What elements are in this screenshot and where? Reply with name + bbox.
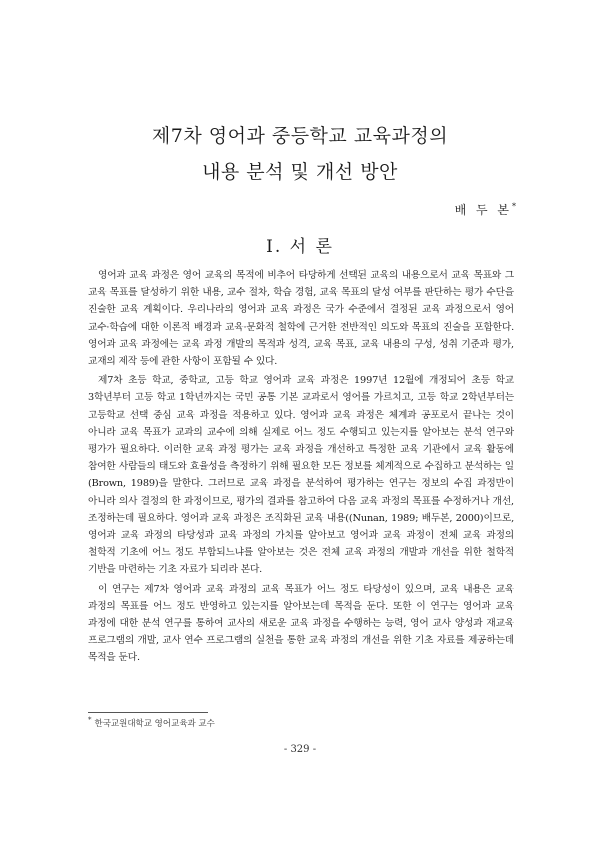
- body-text: [88, 267, 514, 669]
- title-line-1: 제7차 영어과 중등학교 교육과정의: [151, 125, 449, 147]
- footnote: [88, 716, 215, 729]
- footnote-text: 한국교원대학교 영어교육과 교수: [94, 718, 215, 729]
- paragraph: 이 연구는 제7차 영어과 교육 과정의 교육 목표가 어느 정도 타당성이 있으며, 교육 내용은 교육 과정의 목표를 어느 정도 반영하고 있는지를 알아보는데 목적을 둔다. 또한 이 연구는 영어과 교육 과정에 대한 분석 연구를 통하여 교사의 새로운 교육 과정을 수행하는 능력, 영어 교사 양성과 재교육 프로그램의 개발, 교사 연수 프로그램의 실천을 통한 교육 과정의 개선을 위한 기초 자료를 제공하는데 목적을 둔다.: [88, 583, 514, 664]
- page-number: - 329 -: [283, 744, 317, 755]
- section-heading: I. 서 론: [266, 237, 334, 257]
- paper-title: [0, 118, 600, 190]
- author-name: 배 두 본: [454, 203, 512, 217]
- title-line-2: 내용 분석 및 개선 방안: [202, 161, 398, 183]
- author-footnote-mark: *: [512, 202, 516, 211]
- footnote-divider: [88, 712, 208, 713]
- paragraph: 영어과 교육 과정은 영어 교육의 목적에 비추어 타당하게 선택된 교육의 내용으로서 교육 목표와 그 교육 목표를 달성하기 위한 내용, 교수 절차, 학습 경험, 교육 목표의 달성 여부를 판단하는 평가 수단을 진술한 교육 계획이다. 우리나라의 영어과 교육 과정은 국가 수준에서 결정된 교육 과정으로서 영어 교수·학습에 대한 이론적 배경과 교육·문화적 철학에 근거한 전반적인 의도와 목표의 진술을 포함한다. 영어과 교육 과정에는 교육 과정 개발의 목적과 성격, 교육 목표, 교육 내용의 구성, 성취 기준과 평가, 교재의 제작 등에 관한 사항이 포함될 수 있다.: [88, 270, 514, 368]
- footnote-mark: *: [88, 716, 92, 724]
- paragraph: 제7차 초등 학교, 중학교, 고등 학교 영어과 교육 과정은 1997년 12월에 개정되어 초등 학교 3학년부터 고등 학교 1학년까지는 국민 공통 기본 교과로서 영어를 가르치고, 고등 학교 2학년부터는 고등학교 선택 중심 교육 과정을 적용하고 있다. 영어과 교육 과정은 체계과 공포로서 끝나는 것이 아니라 교육 목표가 교과의 교수에 의해 실제로 어느 정도 수행되고 있는지를 알아보는 분석 연구와 평가가 필요하다. 이러한 교육 과정 평가는 교육 과정을 개선하고 특정한 교육 기관에서 교육 활동에 참여한 사람들의 태도와 효율성을 측정하기 위해 필요한 모든 정보를 체계적으로 수집하고 분석하는 일(Brown, 1989)을 말한다. 그러므로 교육 과정을 분석하여 평가하는 연구는 정보의 수집 과정만이 아니라 의사 결정의 한 과정이므로, 평가의 결과를 참고하여 다음 교육 과정의 목표를 수정하거나 개선, 조정하는데 필요하다. 영어과 교육 과정은 조직화된 교육 내용((Nunan, 1989; 배두본, 2000)이므로, 영어과 교육 과정의 타당성과 교육 과정의 가치를 알아보고 영어과 교육 과정이 전체 교육 과정의 철학적 기초에 어느 정도 부합되느냐를 알아보는 것은 전체 교육 과정의 개발과 개선을 위한 철학적 기반을 마련하는 기초 자료가 되리라 본다.: [88, 375, 514, 576]
- author-byline: [455, 201, 516, 218]
